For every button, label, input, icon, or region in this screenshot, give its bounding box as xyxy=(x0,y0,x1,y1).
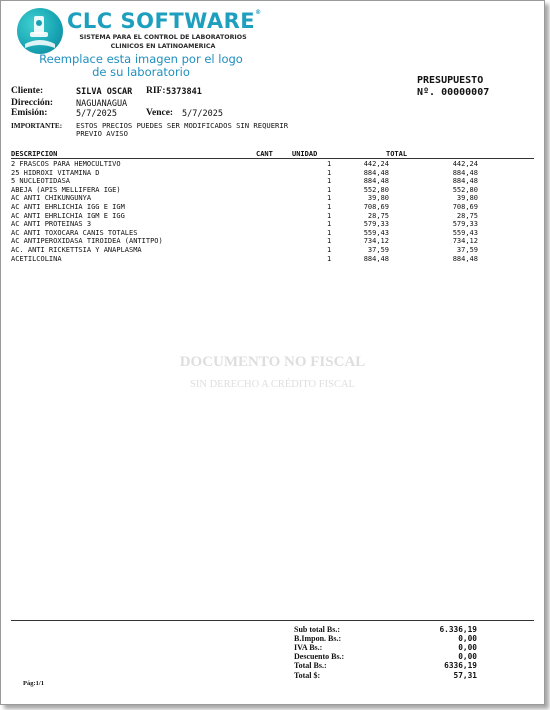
table-row: AC ANTI CHIKUNGUNYA 1 39,80 39,80 xyxy=(11,194,478,203)
column-header-total: TOTAL xyxy=(386,150,408,158)
logo-placeholder-line-2: de su laboratorio xyxy=(92,65,190,79)
total-bs-value: 6336,19 xyxy=(444,661,477,670)
footer-divider xyxy=(11,620,534,621)
document-title: PRESUPUESTO xyxy=(417,75,484,86)
watermark-no-fiscal: DOCUMENTO NO FISCAL xyxy=(179,354,366,370)
total-usd-value: 57,31 xyxy=(453,671,477,680)
table-row: ABEJA (APIS MELLIFERA IGE) 1 552,80 552,80 xyxy=(11,185,478,194)
lab-logo-icon xyxy=(17,8,63,54)
iva-label: IVA Bs.: xyxy=(294,643,323,652)
column-header-unidad: UNIDAD xyxy=(292,150,318,158)
table-row: AC ANTI TOXOCARA CANIS TOTALES 1 559,43 559,43 xyxy=(11,228,478,237)
table-row: 2 FRASCOS PARA HEMOCULTIVO 1 442,24 442,24 xyxy=(11,160,478,168)
table-row: 25 HIDROXI VITAMINA D 1 884,48 884,48 xyxy=(11,168,478,177)
rif-value: 5373841 xyxy=(166,87,202,97)
header-divider xyxy=(11,158,534,159)
total-bs-label: Total Bs.: xyxy=(294,661,327,670)
table-row: AC ANTIPEROXIDASA TIROIDEA (ANTITPO) 1 734,12 734,12 xyxy=(11,237,478,246)
table-row: ACETILCOLINA 1 884,48 884,48 xyxy=(11,254,478,263)
table-row: AC ANTI EHRLICHIA IGM E IGG 1 28,75 28,75 xyxy=(11,211,478,220)
page-number: Pág:1/1 xyxy=(23,680,44,687)
importante-line-1: ESTOS PRECIOS PUEDES SER MODIFICADOS SIN REQUERIR xyxy=(76,121,289,130)
column-header-descripcion: DESCRIPCION xyxy=(11,150,58,158)
subtotal-value: 6.336,19 xyxy=(439,625,477,634)
brand-tagline-2: CLINICOS EN LATINOAMERICA xyxy=(110,43,216,50)
total-usd-label: Total $: xyxy=(294,671,321,680)
vence-label: Vence: xyxy=(146,108,174,118)
direccion-label: Dirección: xyxy=(11,98,54,108)
direccion-value: NAGUANAGUA xyxy=(76,99,128,109)
brand-name: CLC SOFTWARE® xyxy=(67,9,262,33)
brand-tagline-1: SISTEMA PARA EL CONTROL DE LABORATORIOS xyxy=(79,34,247,41)
table-row: 5 NUCLEOTIDASA 1 884,48 884,48 xyxy=(11,177,478,186)
rif-label: RIF: xyxy=(146,86,166,96)
cliente-value: SILVA OSCAR xyxy=(76,87,133,97)
descuento-label: Descuento Bs.: xyxy=(294,652,345,661)
table-row: AC ANTI EHRLICHIA IGG E IGM 1 708,69 708,69 xyxy=(11,203,478,211)
table-row: AC ANTI PROTEINAS 3 1 579,33 579,33 xyxy=(11,220,478,229)
emision-value: 5/7/2025 xyxy=(76,109,117,119)
vence-value: 5/7/2025 xyxy=(182,109,223,119)
cliente-label: Cliente: xyxy=(11,86,44,96)
iva-value: 0,00 xyxy=(458,643,477,652)
importante-line-2: PREVIO AVISO xyxy=(76,129,128,138)
logo-placeholder-line-1: Reemplace esta imagen por el logo xyxy=(39,52,243,66)
importante-label: IMPORTANTE: xyxy=(11,122,63,130)
subtotal-label: Sub total Bs.: xyxy=(294,625,341,634)
table-row: AC. ANTI RICKETTSIA Y ANAPLASMA 1 37,59 37,59 xyxy=(11,246,478,254)
document-number: Nº. 00000007 xyxy=(417,87,490,98)
bimpon-label: B.Impon. Bs.: xyxy=(294,634,342,643)
bimpon-value: 0,00 xyxy=(458,634,477,643)
descuento-value: 0,00 xyxy=(458,652,477,661)
column-header-cant: CANT xyxy=(256,150,273,158)
watermark-sin-credito: SIN DERECHO A CRÉDITO FISCAL xyxy=(190,379,355,390)
emision-label: Emisión: xyxy=(11,108,48,118)
